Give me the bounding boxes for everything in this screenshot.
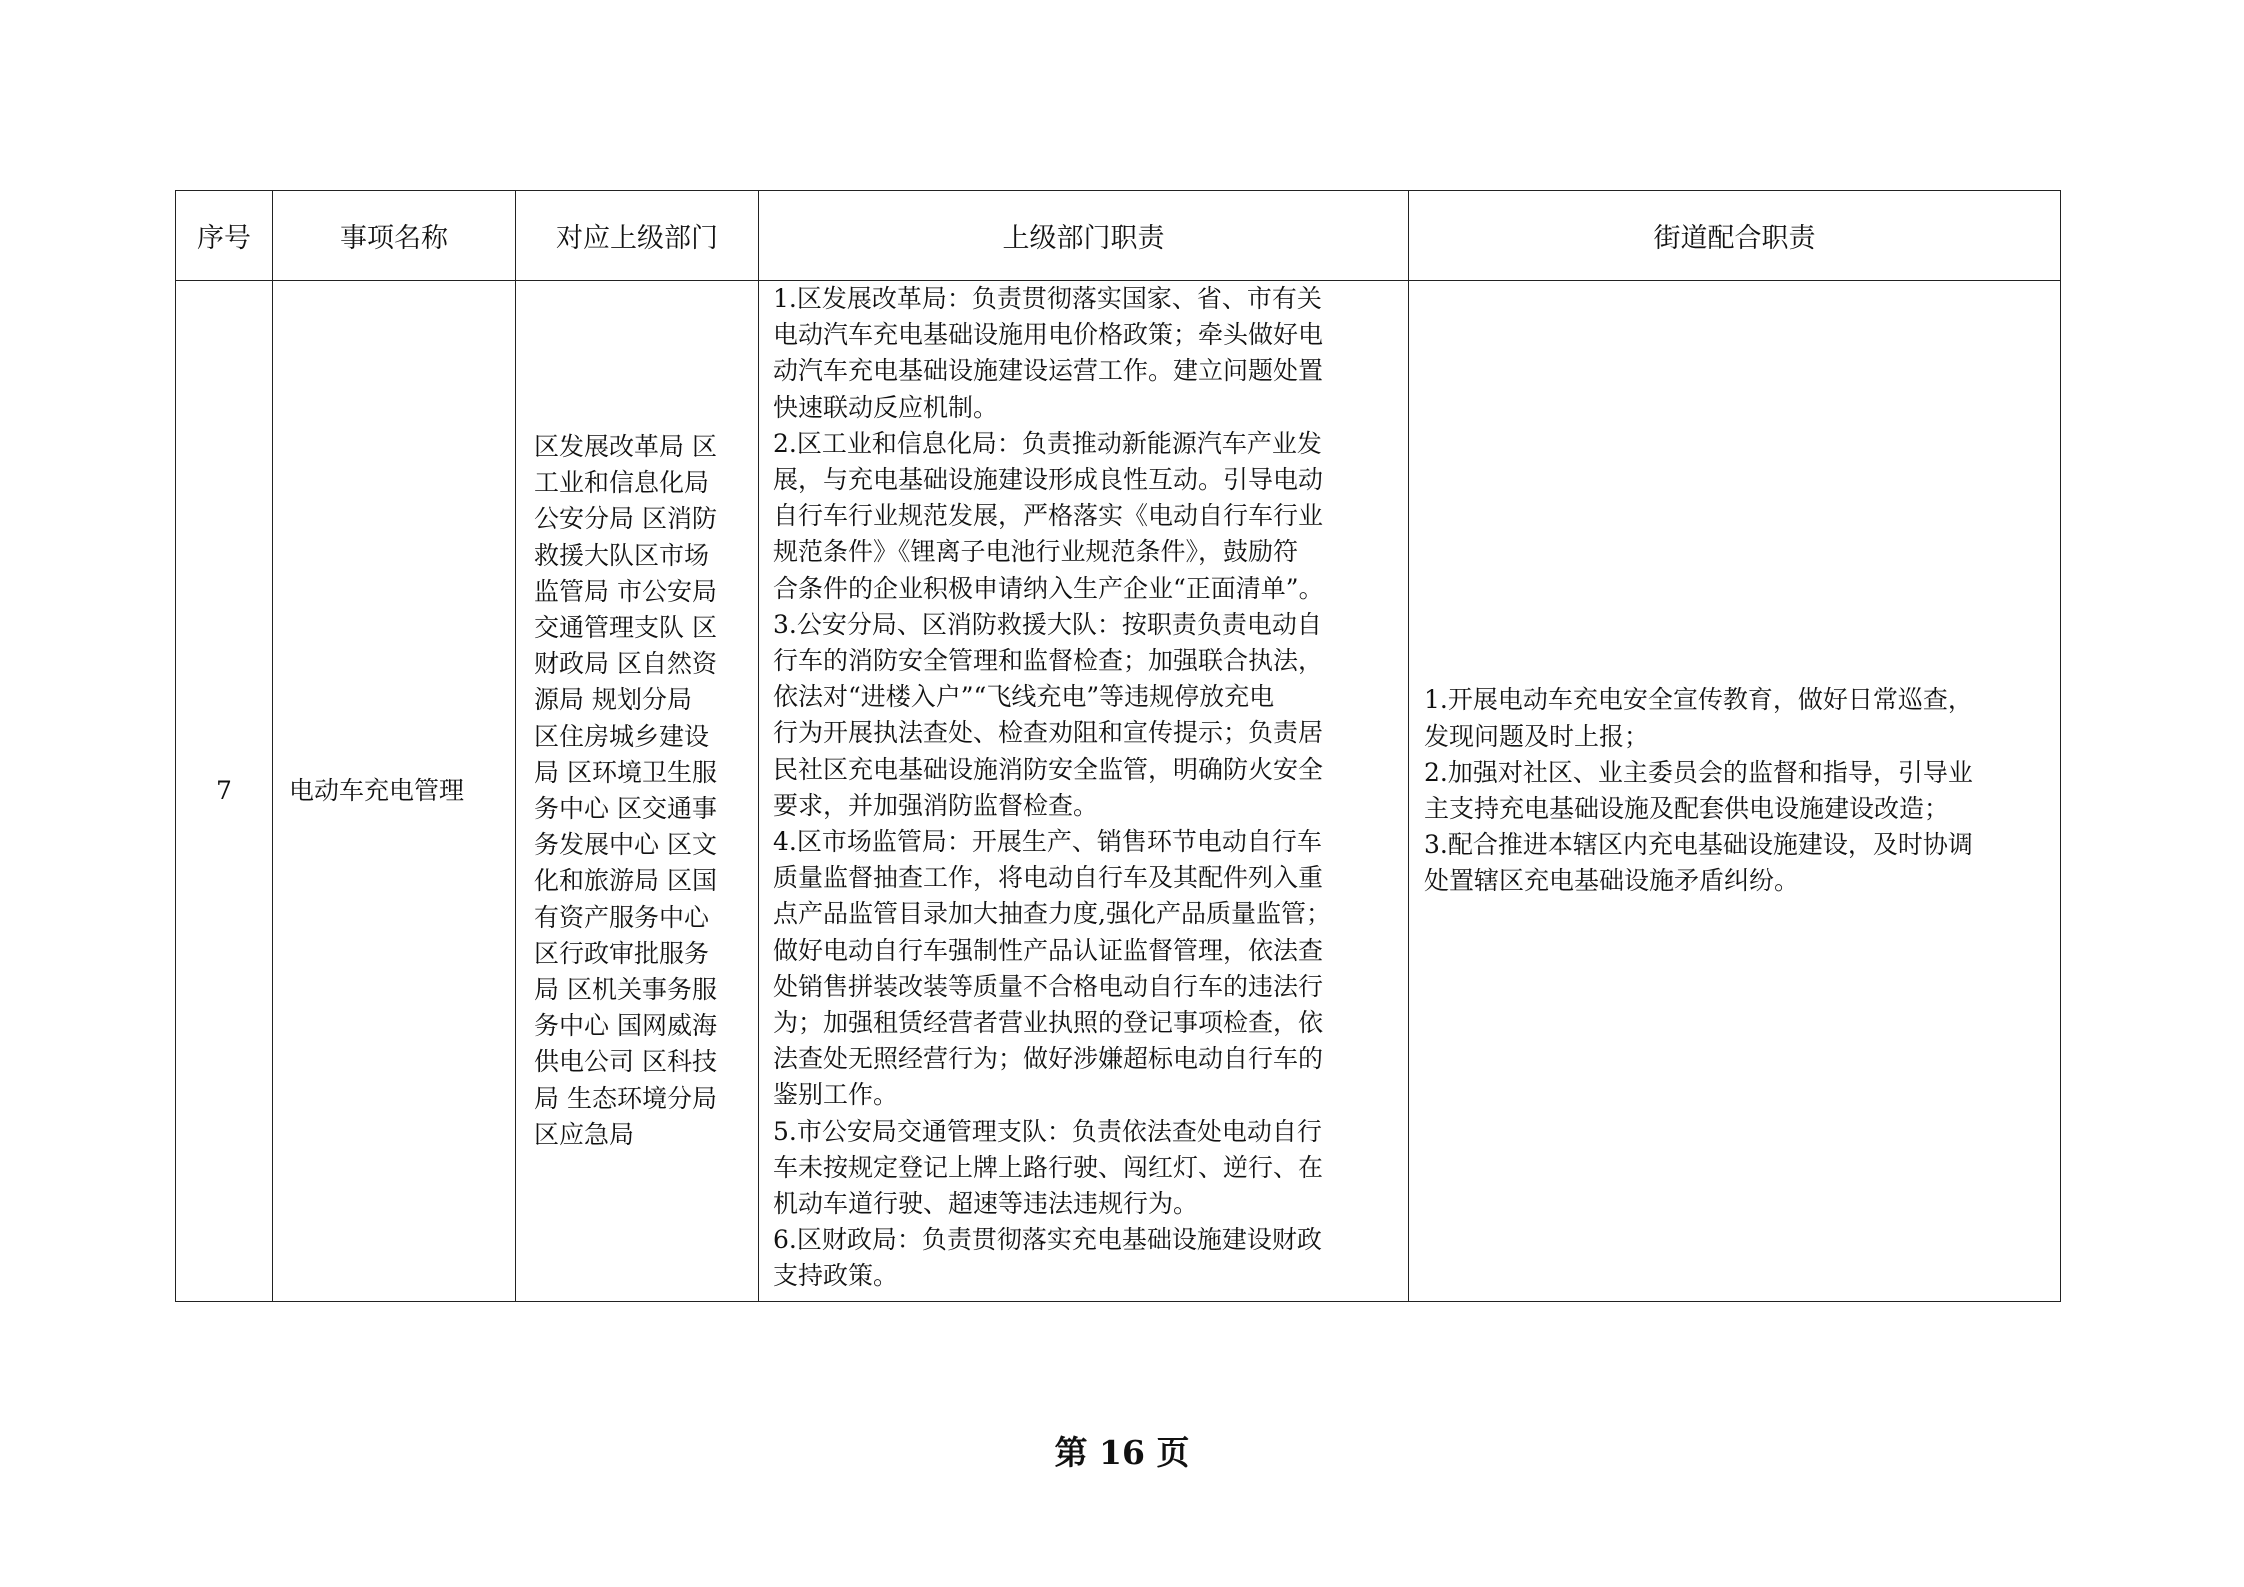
header-departments: 对应上级部门 [516,191,759,281]
text-line: 区应急局 [534,1119,635,1149]
text-line: 区发展改革局 区 [534,431,717,461]
text-line: 局 区环境卫生服 [534,757,717,787]
text-line: 依法对“进楼入户”“飞线充电”等违规停放充电 [773,682,1275,712]
table-row [176,281,2061,1302]
text-line: 有资产服务中心 [534,902,710,932]
text-line: 2.加强对社区、业主委员会的监督和指导，引导业 [1424,757,1973,787]
responsibility-table [175,190,2061,1302]
text-line: 1.区发展改革局：负责贯彻落实国家、省、市有关 [773,284,1322,313]
text-line: 交通管理支队 区 [534,612,717,642]
text-line: 自行车行业规范发展，严格落实《电动自行车行业 [773,501,1324,531]
text-line: 行为开展执法查处、检查劝阻和宣传提示；负责居 [773,718,1324,748]
text-line: 发现问题及时上报； [1424,721,1650,751]
text-line: 务发展中心 区文 [534,830,717,860]
text-line: 快速联动反应机制。 [773,392,999,422]
text-line: 合条件的企业积极申请纳入生产企业“正面清单”。 [773,573,1324,603]
text-line: 源局 规划分局 [534,685,692,715]
cell-street-duties [1409,281,2061,1302]
text-line: 展，与充电基础设施建设形成良性互动。引导电动 [773,465,1324,495]
text-line: 动汽车充电基础设施建设运营工作。建立问题处置 [773,356,1324,386]
text-line: 车未按规定登记上牌上路行驶、闯红灯、逆行、在 [773,1152,1324,1182]
text-line: 要求，并加强消防监督检查。 [773,790,1099,820]
text-line: 质量监督抽查工作，将电动自行车及其配件列入重 [773,863,1324,893]
text-line: 电动汽车充电基础设施用电价格政策；牵头做好电 [773,320,1324,350]
text-line: 鉴别工作。 [773,1080,899,1110]
header-item-name: 事项名称 [273,191,516,281]
text-line: 机动车道行驶、超速等违法违规行为。 [773,1189,1199,1219]
page-number: 第 16 页 [1054,1433,1190,1472]
text-line: 法查处无照经营行为；做好涉嫌超标电动自行车的 [773,1044,1324,1074]
cell-item-name: 电动车充电管理 [273,281,516,1302]
text-line: 务中心 区交通事 [534,794,717,823]
text-line: 供电公司 区科技 [534,1047,717,1077]
text-line: 支持政策。 [773,1261,899,1291]
header-department-duties: 上级部门职责 [759,191,1409,281]
text-line: 民社区充电基础设施消防安全监管，明确防火安全 [773,754,1324,784]
text-line: 局 生态环境分局 [534,1083,717,1113]
text-line: 6.区财政局：负责贯彻落实充电基础设施建设财政 [773,1225,1322,1255]
table-header-row [176,191,2061,281]
text-line: 行车的消防安全管理和监督检查；加强联合执法， [773,646,1324,676]
text-line: 工业和信息化局 [534,468,710,498]
text-line: 规范条件》《锂离子电池行业规范条件》，鼓励符 [773,537,1299,567]
text-line: 救援大队区市场 [534,540,710,570]
text-line: 监管局 市公安局 [534,576,717,606]
text-line: 化和旅游局 区国 [534,866,717,896]
text-line: 3.公安分局、区消防救援大队：按职责负责电动自 [773,609,1322,639]
header-index: 序号 [176,191,273,281]
text-line: 财政局 区自然资 [534,649,717,679]
text-line: 区住房城乡建设 [534,721,710,751]
cell-index: 7 [176,281,273,1302]
text-line: 区行政审批服务 [534,938,710,968]
cell-department-duties [759,281,1409,1302]
header-street-duties: 街道配合职责 [1409,191,2061,281]
text-line: 主支持充电基础设施及配套供电设施建设改造； [1424,794,1950,823]
text-line: 务中心 国网威海 [534,1011,717,1041]
text-line: 点产品监管目录加大抽查力度,强化产品质量监管； [773,899,1331,929]
text-line: 4.区市场监管局：开展生产、销售环节电动自行车 [773,827,1322,857]
text-line: 处销售拼装改装等质量不合格电动自行车的违法行 [773,971,1324,1001]
text-line: 3.配合推进本辖区内充电基础设施建设，及时协调 [1424,830,1973,860]
cell-departments [516,281,759,1302]
text-line: 做好电动自行车强制性产品认证监督管理，依法查 [773,935,1324,965]
text-line: 5.市公安局交通管理支队：负责依法查处电动自行 [773,1116,1322,1146]
text-line: 局 区机关事务服 [534,975,717,1005]
text-line: 公安分局 区消防 [534,504,717,534]
text-line: 为；加强租赁经营者营业执照的登记事项检查，依 [773,1008,1324,1038]
text-line: 处置辖区充电基础设施矛盾纠纷。 [1424,866,1800,896]
text-line: 1.开展电动车充电安全宣传教育，做好日常巡查， [1424,685,1973,715]
text-line: 2.区工业和信息化局：负责推动新能源汽车产业发 [773,428,1322,458]
